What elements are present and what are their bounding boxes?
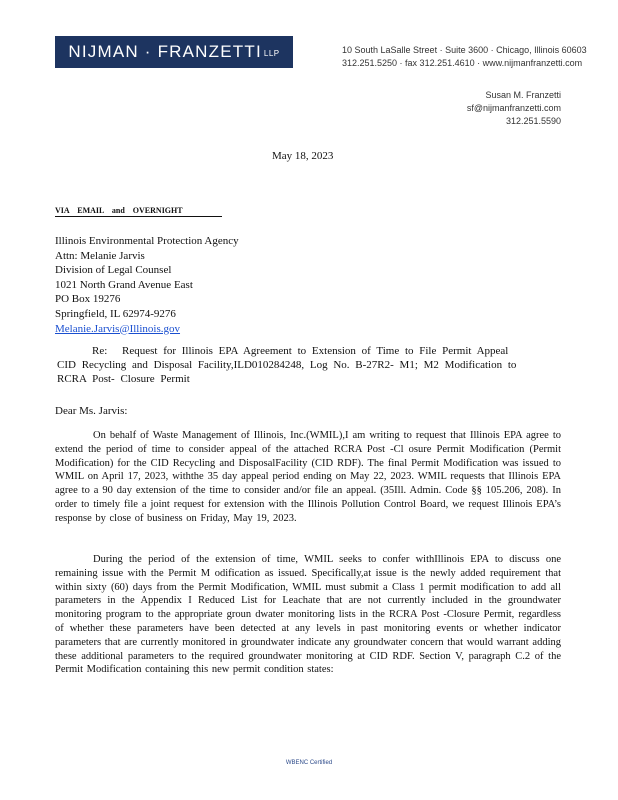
firm-contact: 312.251.5250 · fax 312.251.4610 · www.nijmanfranzetti.com (342, 58, 583, 68)
recipient-po-box: PO Box 19276 (55, 293, 121, 306)
recipient-address (55, 234, 239, 336)
re-label: Re: (92, 345, 108, 357)
author-block (467, 89, 561, 128)
letter-date: May 18, 2023 (272, 150, 334, 162)
firm-name: NIJMAN · FRANZETTI (68, 42, 262, 61)
firm-contact-block (342, 44, 587, 70)
body-paragraph-2: During the period of the extension of time, WMIL seeks to confer withIllinois EPA to discuss one remaining issue with the Permit M odification as issued. Specifically,at issue is the newly added requirement that within sixty (60) days from the Permit Modification, WMIL must submit a Class 1 permit modification to add all parameters in the Appendix I Reduced List for Leachate that are not currently included in the groundwater monitoring program to the appropriate groun dwater monitoring lists in the RCRA Post -Closure Permit, regardless of whether these parameters have been detected at any levels in past monitoring events or whether indicator parameters that are currently monitored in groundwater indicate any groundwater concern that would warrant adding these additional parameters to the required groundwater monitoring at CID RDF. Section V, paragraph C.2 of the Permit Modification containing this new permit condition states: (55, 554, 561, 676)
author-phone: 312.251.5590 (505, 116, 561, 126)
salutation: Dear Ms. Jarvis: (55, 405, 128, 417)
author-email: sf@nijmanfranzetti.com (466, 103, 561, 113)
re-text: Request for Illinois EPA Agreement to Extension of Time to File Permit Appeal CID Recycling and Disposal Facility,ILD010284248, Log No. B-27R2- M1; M2 Modification to RCRA Post- Closure Permit (57, 345, 517, 385)
footer-certification: WBENC Certified (285, 760, 333, 766)
body-paragraph-1: On behalf of Waste Management of Illinois, Inc.(WMIL),I am writing to request that Illinois EPA agree to extend the period of time to consider appeal of the attached RCRA Post -Cl osure Permit Modification (Permit Modification) for the CID Recycling and DisposalFacility (CID RDF). The final Permit Modification was issued to WMIL on April 17, 2023, withthe 35 day appeal period ending on May 22, 2023. WMIL requests that Illinois EPA agree to a 90 day extension of the time to consider and/or file an appeal. (35Ill. Admin. Code §§ 105.206, 208). In order to timely file a joint request for extension with the Illinois Pollution Control Board, we request Illinois EPA’s response by close of business on Friday, May 19, 2023. (55, 430, 561, 524)
recipient-attn: Attn: Melanie Jarvis (55, 249, 145, 262)
delivery-method: VIA EMAIL and OVERNIGHT (55, 206, 222, 217)
recipient-city: Springfield, IL 62974-9276 (55, 307, 176, 320)
firm-suffix: LLP (263, 49, 280, 58)
subject-line (57, 344, 522, 386)
recipient-email-link[interactable]: Melanie.Jarvis@Illinois.gov (55, 322, 181, 335)
firm-logo (55, 36, 293, 68)
recipient-division: Division of Legal Counsel (55, 264, 172, 277)
recipient-street: 1021 North Grand Avenue East (55, 278, 193, 291)
recipient-agency: Illinois Environmental Protection Agency (55, 235, 239, 247)
author-name: Susan M. Franzetti (485, 90, 561, 100)
firm-address: 10 South LaSalle Street · Suite 3600 · Chicago, Illinois 60603 (342, 45, 587, 55)
